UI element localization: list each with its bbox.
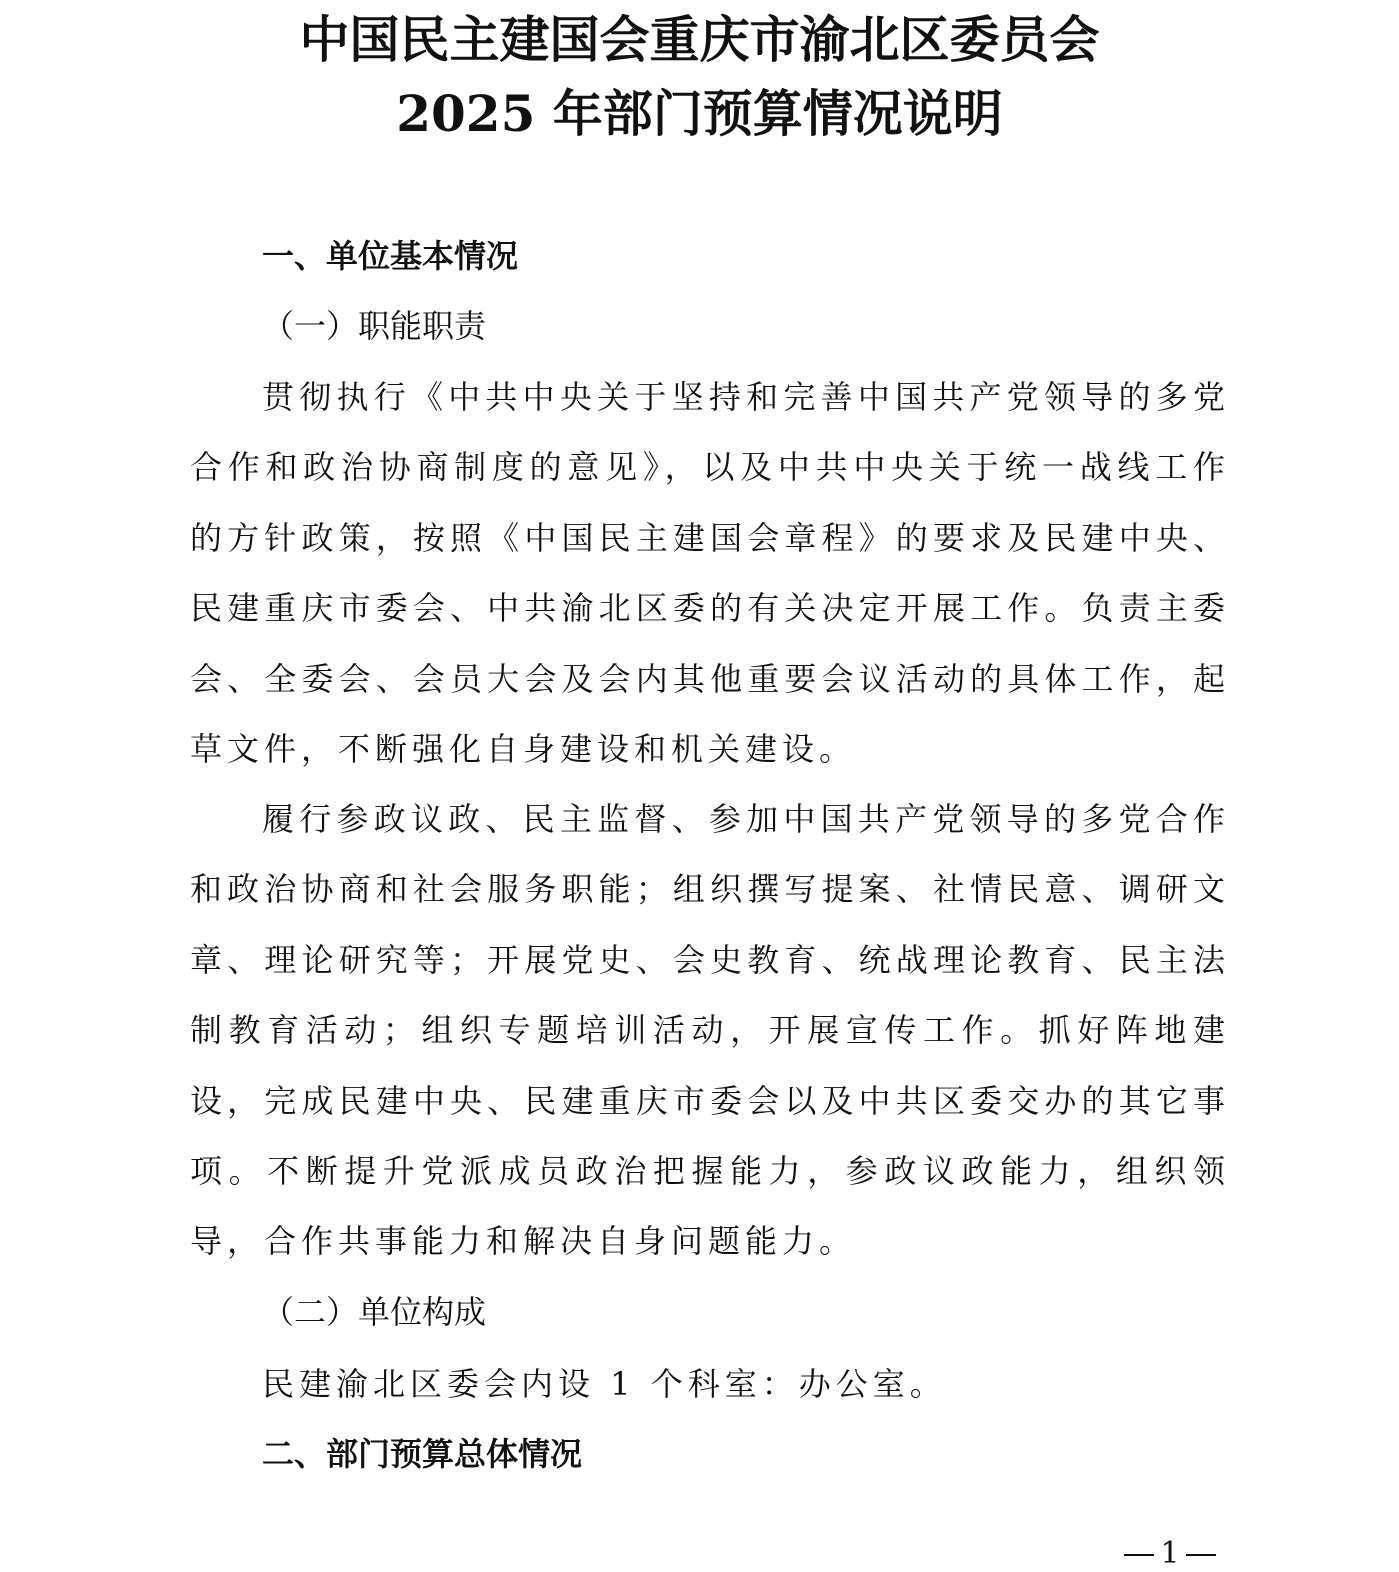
paragraph-functions-2: 履行参政议政、民主监督、参加中国共产党领导的多党合作和政治协商和社会服务职能；组织撰写提案、社情民意、调研文章、理论研究等；开展党史、会史教育、统战理论教育、民主法制教育活动；组织专题培训活动，开展宣传工作。抓好阵地建设，完成民建中央、民建重庆市委会以及中共区委交办的其它事项。不断提升党派成员政治把握能力，参政议政能力，组织领导，合作共事能力和解决自身问题能力。: [190, 800, 1230, 1261]
section-heading-unit-basics: 一、单位基本情况: [262, 237, 519, 275]
document-title-line1: 中国民主建国会重庆市渝北区委员会: [299, 10, 1100, 69]
subsection-heading-composition: （二）单位构成: [262, 1293, 487, 1331]
paragraph-functions-1: 贯彻执行《中共中央关于坚持和完善中国共产党领导的多党合作和政治协商制度的意见》，以及中共中央关于统一战线工作的方针政策，按照《中国民主建国会章程》的要求及民建中央、民建重庆市委会、中共渝北区委的有关决定开展工作。负责主委会、全委会、会员大会及会内其他重要会议活动的具体工作，起草文件，不断强化自身建设和机关建设。: [190, 378, 1230, 769]
page-number-value: 1: [1160, 1536, 1180, 1571]
document-title-line2: 2025 年部门预算情况说明: [396, 84, 1003, 143]
page-number-left-dash: [1124, 1554, 1154, 1556]
page-number-right-dash: [1186, 1554, 1216, 1556]
page-number: [1110, 1536, 1230, 1572]
section-heading-budget-overview: 二、部门预算总体情况: [262, 1435, 583, 1473]
subsection-heading-functions: （一）职能职责: [262, 307, 487, 345]
paragraph-composition: 民建渝北区委会内设 1 个科室：办公室。: [262, 1365, 947, 1403]
